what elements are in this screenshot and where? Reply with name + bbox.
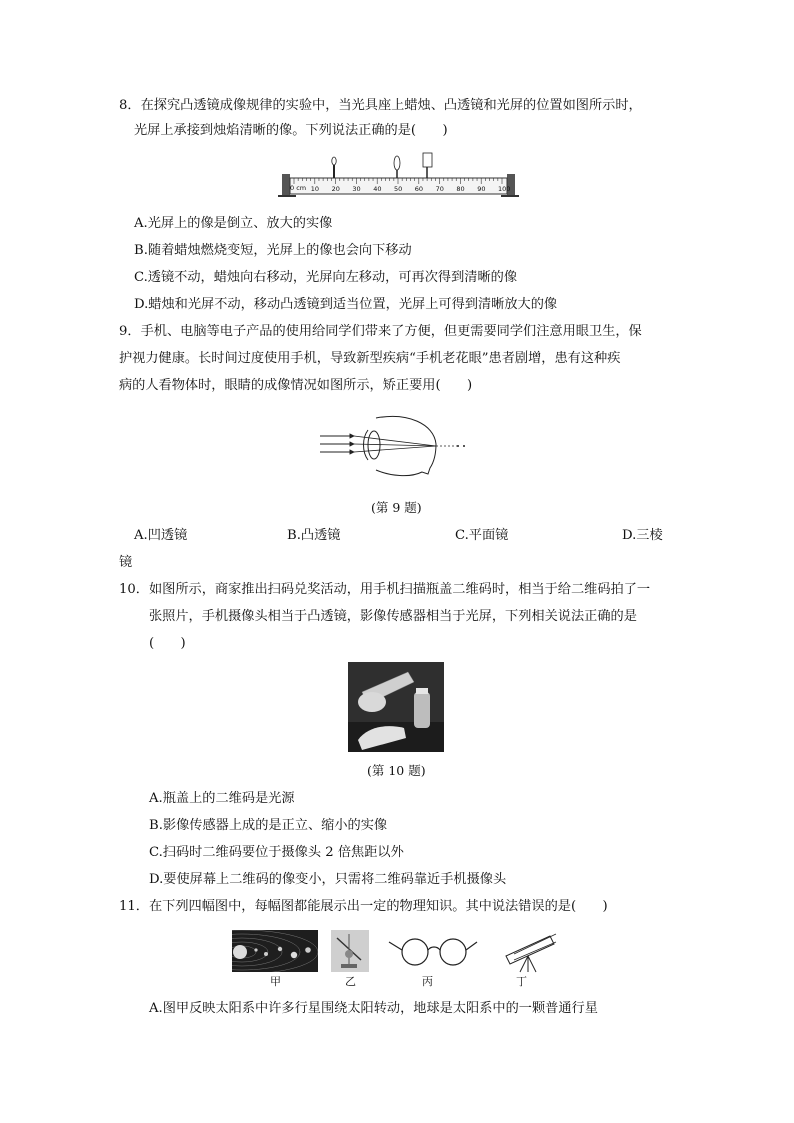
q10-figure-caption: (第 10 题) [367,763,426,778]
candle-icon [332,157,336,178]
q9-stem-line3: 病的人看物体时，眼睛的成像情况如图所示，矫正要用( ) [119,378,473,393]
sun-icon [233,945,247,959]
ruler-tick-label: 60 [414,185,424,193]
light-screen-icon [423,153,432,178]
figure-label-yi: 乙 [345,975,356,988]
ruler-tick-label: 30 [352,185,361,193]
q10-option-c: C.扫码时二维码要位于摄像头 2 倍焦距以外 [149,845,404,860]
q9-option-d-wrap: 镜 [119,555,133,570]
ruler-tick-label: 40 [373,185,382,193]
ruler-tick-label: 10 [310,185,320,193]
q10-stem-line1: 10．如图所示，商家推出扫码兑奖活动，用手机扫描瓶盖二维码时，相当于给二维码拍了一 [119,582,651,597]
ruler-tick-label: 80 [456,185,465,193]
q10-stem-line3: ( ) [149,636,186,651]
q8-option-b: B.随着蜡烛燃烧变短，光屏上的像也会向下移动 [134,243,412,258]
q10-option-b: B.影像传感器上成的是正立、缩小的实像 [149,818,388,833]
q9-option-b: B.凸透镜 [287,528,341,543]
convex-lens-icon [394,156,400,178]
q9-option-a: A.凹透镜 [134,528,188,543]
bench-left-stand [282,174,290,196]
q8-option-c: C.透镜不动，蜡烛向右移动，光屏向左移动，可再次得到清晰的像 [134,270,518,285]
optical-bench-figure [278,150,520,200]
telescope-icon [500,928,562,974]
glasses-icon [387,930,479,972]
ruler-tick-label: 100 [498,185,511,193]
q11-option-a: A.图甲反映太阳系中许多行星围绕太阳转动，地球是太阳系中的一颗普通行星 [149,1001,598,1016]
q8-option-a: A.光屏上的像是倒立、放大的实像 [134,216,333,231]
q9-option-d: D.三棱 [622,528,663,543]
q10-stem-line2: 张照片，手机摄像头相当于凸透镜，影像传感器相当于光屏，下列相关说法正确的是 [149,609,637,624]
q9-option-c: C.平面镜 [455,528,509,543]
q10-option-d: D.要使屏幕上二维码的像变小，只需将二维码靠近手机摄像头 [149,872,507,887]
figure-label-jia: 甲 [270,975,281,988]
phone-scan-photo [348,662,444,752]
figure-label-ding: 丁 [516,975,527,988]
q11-stem: 11．在下列四幅图中，每幅图都能展示出一定的物理知识。其中说法错误的是( ) [119,899,608,914]
eye-lens-outline [368,431,380,459]
cornea-outline [364,430,369,460]
figure-label-bing: 丙 [422,975,433,988]
q9-stem-line2: 护视力健康。长时间过度使用手机，导致新型疾病“手机老花眼”患者剧增，患有这种疾 [119,351,621,366]
ruler-tick-label: 20 [331,185,340,193]
ruler-zero-label: 0 cm [290,184,307,192]
needle-experiment-image [331,930,369,972]
q9-stem-line1: 9．手机、电脑等电子产品的使用给同学们带来了方便，但更需要同学们注意用眼卫生，保 [119,324,642,339]
solar-system-image [232,930,318,972]
eye-diagram-figure [318,410,478,484]
ruler-tick-label: 70 [435,185,444,193]
ruler-tick-label: 90 [477,185,486,193]
q8-stem-line1: 8．在探究凸透镜成像规律的实验中，当光具座上蜡烛、凸透镜和光屏的位置如图所示时， [119,98,642,113]
q9-figure-caption: (第 9 题) [371,500,422,515]
q8-option-d: D.蜡烛和光屏不动，移动凸透镜到适当位置，光屏上可得到清晰放大的像 [134,297,558,312]
q10-option-a: A.瓶盖上的二维码是光源 [149,791,295,806]
q8-stem-line2: 光屏上承接到烛焰清晰的像。下列说法正确的是( ) [134,123,448,138]
ruler-tick-label: 50 [394,185,403,193]
bottle-image [414,692,430,728]
